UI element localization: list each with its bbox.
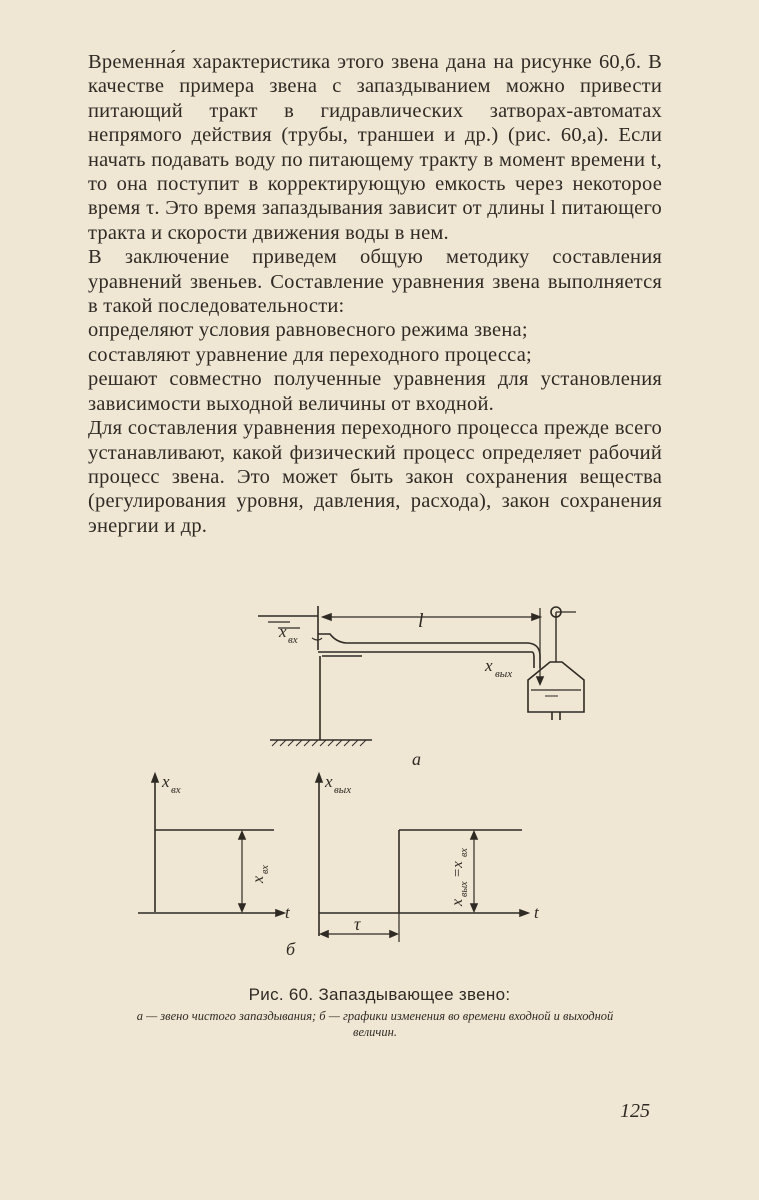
left-y-axis-arrow [152, 774, 158, 782]
label-right-axis: x [325, 772, 333, 791]
label-left-step-group [250, 865, 271, 884]
label-l: l [418, 610, 424, 632]
left-x-axis-arrow [276, 910, 284, 916]
label-x-in-sub: вх [288, 634, 298, 646]
paragraph-1: Временна́я характеристика этого звена дана на рисунке 60,б. В качестве примера звена с запаздыванием можно привести питающий тракт в гидравлических затворах-автоматах непрямого действия (трубы, траншеи и др.) (рис. 60,а). Если начать подавать воду по питающему тракту в момент времени t, то она поступит в корректирующую емкость через некоторое время τ. Это время запаздывания зависит от длины l питающего тракта и скорости движения воды в нем. [88, 51, 662, 244]
right-y-axis-arrow [316, 774, 322, 782]
output-dim-arrow-top [471, 832, 477, 839]
figure-caption-title: Рис. 60. Запаздывающее звено: [248, 985, 511, 1004]
figure-caption-body: а — звено чистого запаздывания; б — графики изменения во времени входной и выходной величин. [136, 1009, 614, 1039]
label-x-out: x [485, 656, 493, 675]
inlet-arrow [312, 638, 322, 640]
panel-label-b: б [286, 939, 296, 959]
label-left-axis-sub: вх [171, 784, 181, 796]
label-tau: τ [354, 914, 361, 934]
graph-output [316, 774, 528, 942]
label-right-step: x [449, 898, 466, 906]
dimension-arrow-left [323, 614, 331, 620]
paragraph-6: Для составления уравнения переходного процесса прежде всего устанавливают, какой физический процесс определяет рабочий процесс звена. Это может быть закон сохранения вещества (регулирования уровня, давления, расхода), закон сохранения энергии и др. [88, 417, 662, 537]
pipe-bottom-wall [318, 652, 534, 668]
label-left-step-sub: вх [260, 865, 271, 874]
label-x-out-sub: вых [495, 668, 513, 680]
output-arrow [537, 677, 543, 684]
panel-label-a: а [412, 749, 421, 769]
ground-hatch [272, 740, 366, 746]
label-left-axis: x [162, 772, 170, 791]
paragraph-3: определяют условия равновесного режима звена; [88, 319, 528, 342]
pipe-top-wall [318, 634, 540, 668]
input-dim-arrow-top [239, 832, 245, 839]
label-left-step: x [250, 875, 267, 883]
page-number: 125 [620, 1100, 650, 1122]
tau-arrow-left [321, 931, 328, 937]
right-x-axis-arrow [520, 910, 528, 916]
label-right-t: t [534, 903, 539, 922]
graph-input [138, 774, 284, 916]
label-x-in: x [279, 622, 287, 641]
tau-arrow-right [390, 931, 397, 937]
output-dim-arrow-bottom [471, 904, 477, 911]
label-right-axis-sub: вых [334, 784, 352, 796]
paragraph-2: В заключение приведем общую методику составления уравнений звеньев. Составление уравнения звена выполняется в такой последовательности: [88, 246, 662, 318]
label-right-step-group [449, 848, 470, 907]
paragraph-4: составляют уравнение для переходного процесса; [88, 343, 532, 366]
dimension-arrow-right [532, 614, 540, 620]
label-right-step-eq: =x [450, 861, 466, 878]
label-right-step-sub: вых [459, 881, 470, 897]
label-right-step-eq-sub: вх [459, 848, 470, 857]
input-dim-arrow-bottom [239, 904, 245, 911]
paragraph-5: решают совместно полученные уравнения для установления зависимости выходной величины от входной. [88, 368, 662, 415]
label-left-t: t [285, 903, 290, 922]
corrective-vessel [528, 662, 584, 712]
